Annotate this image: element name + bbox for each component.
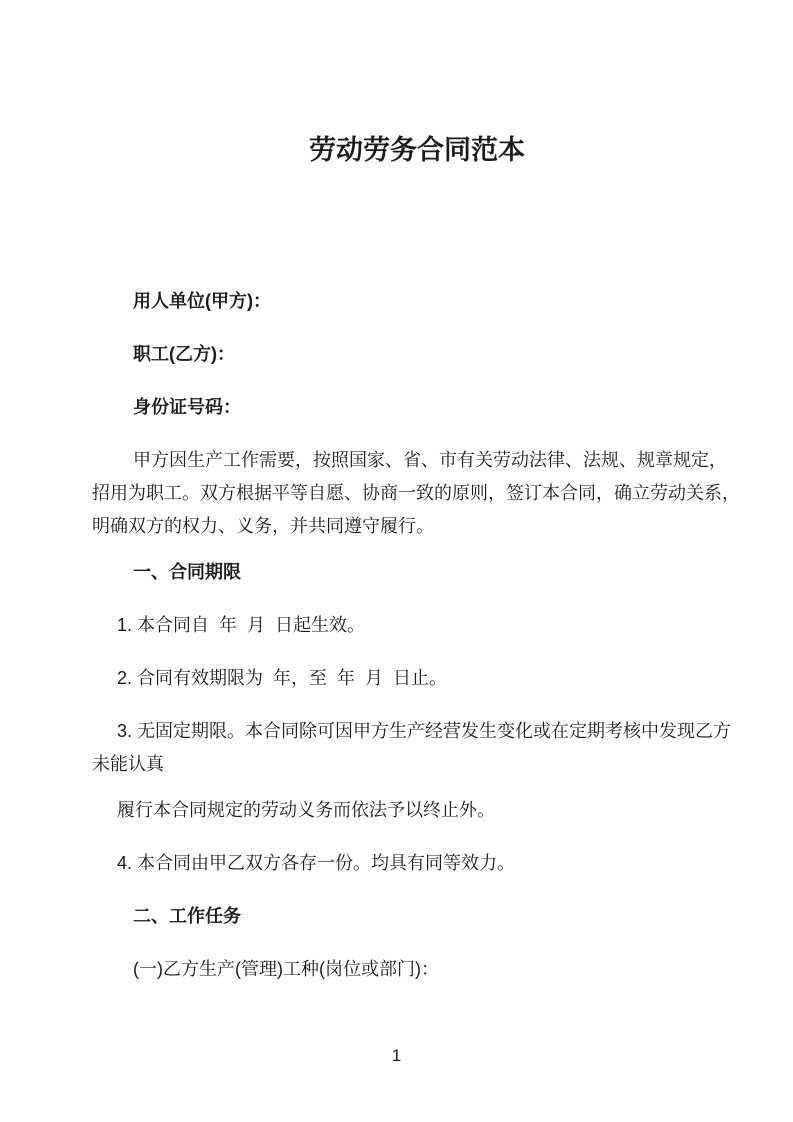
employer-label: 用人单位(甲方)： [133,291,271,311]
document-title: 劳动劳务合同范本 [309,135,525,165]
clause-1-4: 4. 本合同由甲乙双方各存一份。均具有同等效力。 [117,853,516,873]
clause-2-1-label: (一)乙方生产(管理)工种(岗位或部门)： [133,959,439,979]
document-content [92,0,742,1006]
clause-1-3: 3. 无固定期限。本合同除可因甲方生产经营发生变化或在定期考核中发现乙方未能认真 [92,721,732,774]
section-1-heading: 一、合同期限 [133,562,241,582]
clause-1-2: 2. 合同有效期限为 年，至 年 月 日止。 [117,668,448,688]
employee-label: 职工(乙方)： [133,344,235,364]
clause-1-3-continuation: 履行本合同规定的劳动义务而依法予以终止外。 [117,800,495,820]
id-number-label: 身份证号码： [133,397,241,417]
page-number: 1 [391,1046,402,1065]
section-2-heading: 二、工作任务 [133,906,241,926]
intro-paragraph: 甲方因生产工作需要，按照国家、省、市有关劳动法律、法规、规章规定，招用为职工。双方根据平等自愿、协商一致的原则，签订本合同，确立劳动关系，明确双方的权力、义务，并共同遵守履行。 [92,450,740,536]
clause-1-1: 1. 本合同自 年 月 日起生效。 [117,615,366,635]
